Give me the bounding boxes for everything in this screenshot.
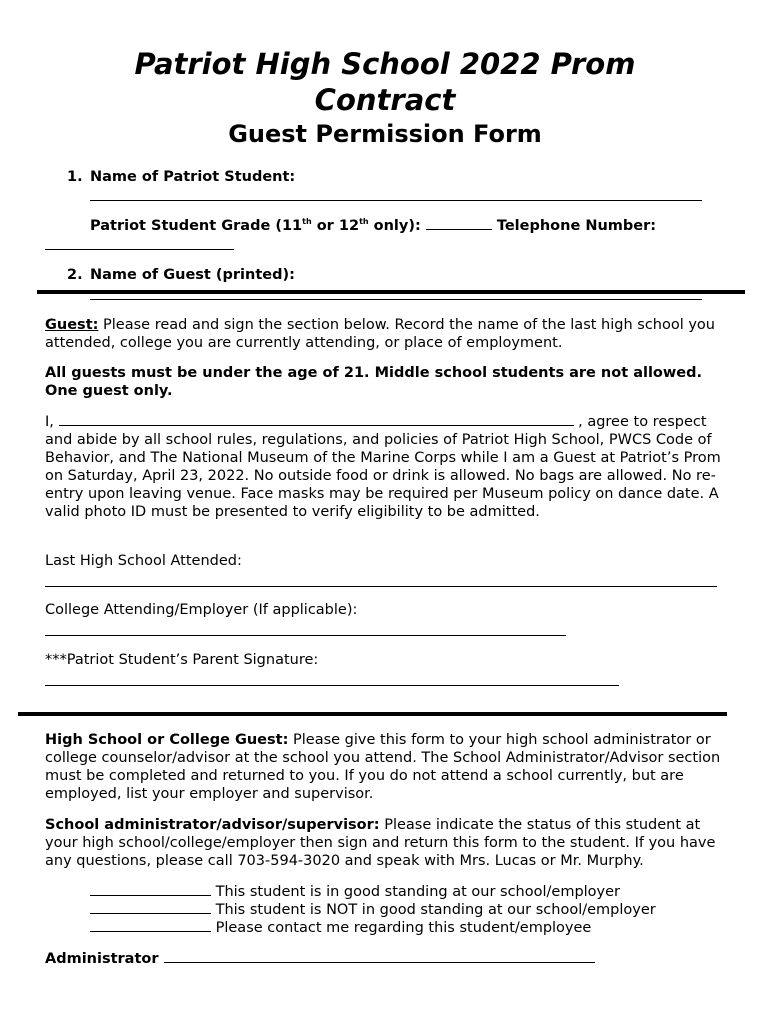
item-number-1: 1. [67, 169, 83, 185]
agreement-body: and abide by all school rules, regulations, and policies of Patriot High School, PWCS Code of Behavior, and The National Museum of the Marine Corps while I am a Guest at Patriot’s Prom on Saturday, April 23, 2022. No outside food or drink is allowed. No bags are allowed. No re-entry upon leaving venue. Face masks may be required per Museum policy on dance date. A valid photo ID must be presented to verify eligibility to be admitted. [45, 432, 721, 520]
administrator-signature-field[interactable] [164, 962, 595, 963]
status-contact-field[interactable] [90, 931, 211, 932]
section-divider-1 [37, 290, 745, 294]
guest-signature-name-field[interactable] [59, 425, 574, 426]
grade-field[interactable] [426, 229, 492, 230]
agreement-prefix: I, [45, 414, 59, 430]
status-option-good [90, 883, 620, 901]
agreement-first-line [45, 413, 735, 431]
guest-instructions [45, 316, 735, 352]
college-employer-label: College Attending/Employer (If applicable): [45, 602, 358, 618]
college-guest-lead: High School or College Guest: [45, 732, 289, 748]
status-not-good-label: This student is NOT in good standing at our school/employer [215, 902, 656, 918]
administrator-text: Please indicate the status of this student at your high school/college/employer then sign and return this form to the student. If you have any questions, please call 703-594-3020 and speak with Mrs. Lucas or Mr. Murphy. [45, 817, 716, 869]
guest-name-field[interactable] [90, 299, 702, 300]
administrator-signature-label: Administrator [45, 951, 159, 967]
parent-signature-field[interactable] [45, 685, 619, 686]
status-good-label: This student is in good standing at our school/employer [215, 884, 621, 900]
college-guest-instructions [45, 731, 735, 803]
student-name-field[interactable] [90, 200, 702, 201]
grade-label-mid: or 12 [311, 218, 360, 234]
status-good-field[interactable] [90, 895, 211, 896]
student-name-label: Name of Patriot Student: [90, 169, 296, 185]
guest-instructions-text: Please read and sign the section below. Record the name of the last high school you attended, college you are currently attending, or place of employment. [45, 317, 715, 351]
page-title-line1: Patriot High School 2022 Prom [134, 47, 636, 81]
grade-label-end: only): [368, 218, 426, 234]
grade-label: Patriot Student Grade (11 [90, 218, 303, 234]
parent-signature-label: ***Patriot Student’s Parent Signature: [45, 652, 319, 668]
page-title-line2: Contract [314, 83, 456, 117]
status-not-good-field[interactable] [90, 913, 211, 914]
last-school-label: Last High School Attended: [45, 553, 242, 569]
college-employer-field[interactable] [45, 635, 566, 636]
section-divider-2 [18, 712, 727, 716]
status-option-not-good [90, 901, 656, 919]
guest-name-label: Name of Guest (printed): [90, 267, 295, 283]
age-notice: All guests must be under the age of 21. Middle school students are not allowed. One guest only. [45, 365, 703, 399]
grade-phone-row [90, 217, 656, 235]
administrator-signature-row [45, 950, 595, 968]
administrator-instructions [45, 816, 735, 870]
status-contact-label: Please contact me regarding this student/employee [215, 920, 592, 936]
administrator-lead: School administrator/advisor/supervisor: [45, 817, 380, 833]
telephone-label: Telephone Number: [491, 218, 657, 234]
last-school-field[interactable] [45, 586, 717, 587]
guest-lead: Guest: [45, 317, 99, 333]
grade-sup-12: th [359, 217, 369, 227]
page-subtitle: Guest Permission Form [228, 120, 542, 148]
college-guest-text: Please give this form to your high school administrator or college counselor/advisor at the school you attend. The School Administrator/Advisor section must be completed and returned to you. If you do not attend a school currently, but are employed, list your employer and supervisor. [45, 732, 721, 802]
agreement-suffix: , agree to respect [573, 414, 707, 430]
status-option-contact [90, 919, 591, 937]
grade-sup-11: th [302, 217, 312, 227]
item-number-2: 2. [67, 267, 83, 283]
telephone-field[interactable] [45, 249, 234, 250]
